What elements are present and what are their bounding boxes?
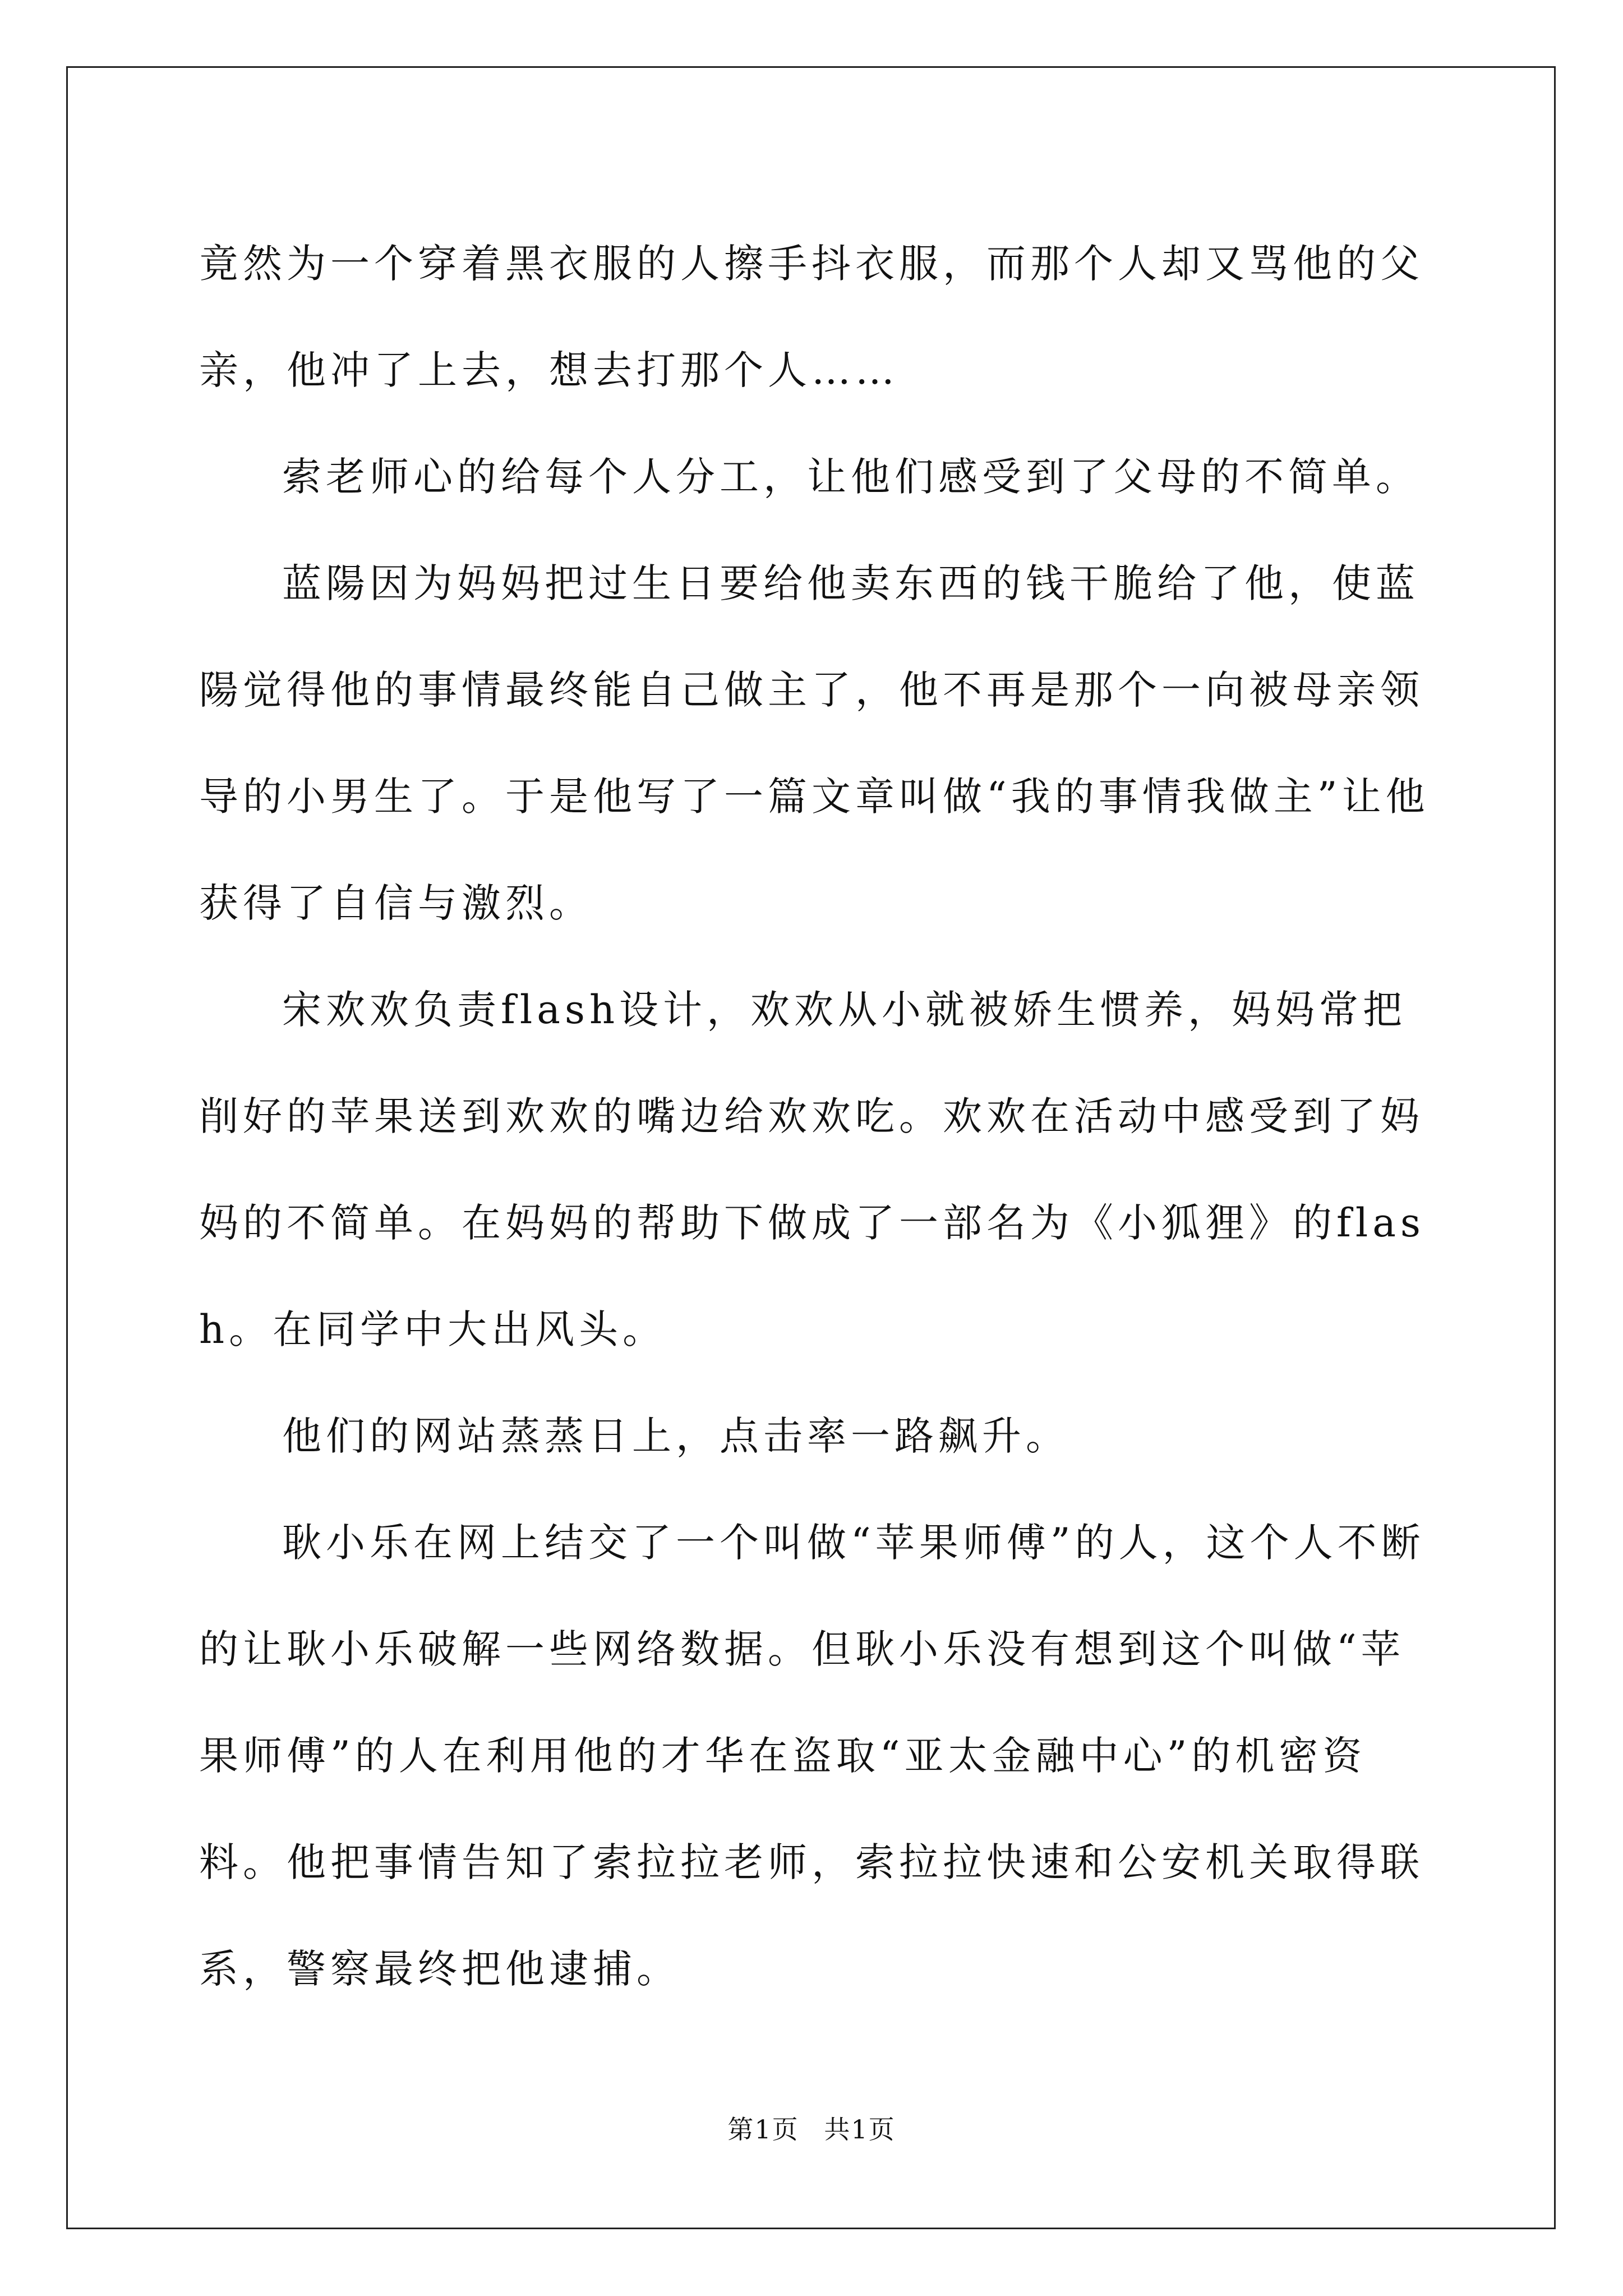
paragraph-1: 竟然为一个穿着黑衣服的人擦手抖衣服，而那个人却又骂他的父亲，他冲了上去，想去打那个人…… <box>199 241 1424 393</box>
paragraph-6: 耿小乐在网上结交了一个叫做“苹果师傅”的人，这个人不断的让耿小乐破解一些网络数据。但耿小乐没有想到这个叫做“苹果师傅”的人在利用他的才华在盗取“亚太金融中心”的机密资料。他把事情告知了索拉拉老师，索拉拉快速和公安机关取得联系，警察最终把他逮捕。 <box>199 1520 1425 1992</box>
document-body <box>199 210 1438 2022</box>
paragraph-5: 他们的网站蒸蒸日上，点击率一路飙升。 <box>282 1413 1069 1459</box>
paragraph-3: 蓝陽因为妈妈把过生日要给他卖东西的钱干脆给了他，使蓝陽觉得他的事情最终能自己做主了，他不再是那个一向被母亲领导的小男生了。于是他写了一篇文章叫做“我的事情我做主”让他获得了自信与激烈。 <box>199 560 1430 926</box>
paragraph-2: 索老师心的给每个人分工，让他们感受到了父母的不简单。 <box>282 454 1419 500</box>
page-number: 第1页 <box>727 2114 799 2145</box>
page-footer <box>0 2113 1623 2146</box>
page-total: 共1页 <box>824 2114 896 2145</box>
paragraph-4: 宋欢欢负责flash设计，欢欢从小就被娇生惯养，妈妈常把削好的苹果送到欢欢的嘴边给欢欢吃。欢欢在活动中感受到了妈妈的不简单。在妈妈的帮助下做成了一部名为《小狐狸》的flash。在同学中大出风头。 <box>199 987 1425 1352</box>
